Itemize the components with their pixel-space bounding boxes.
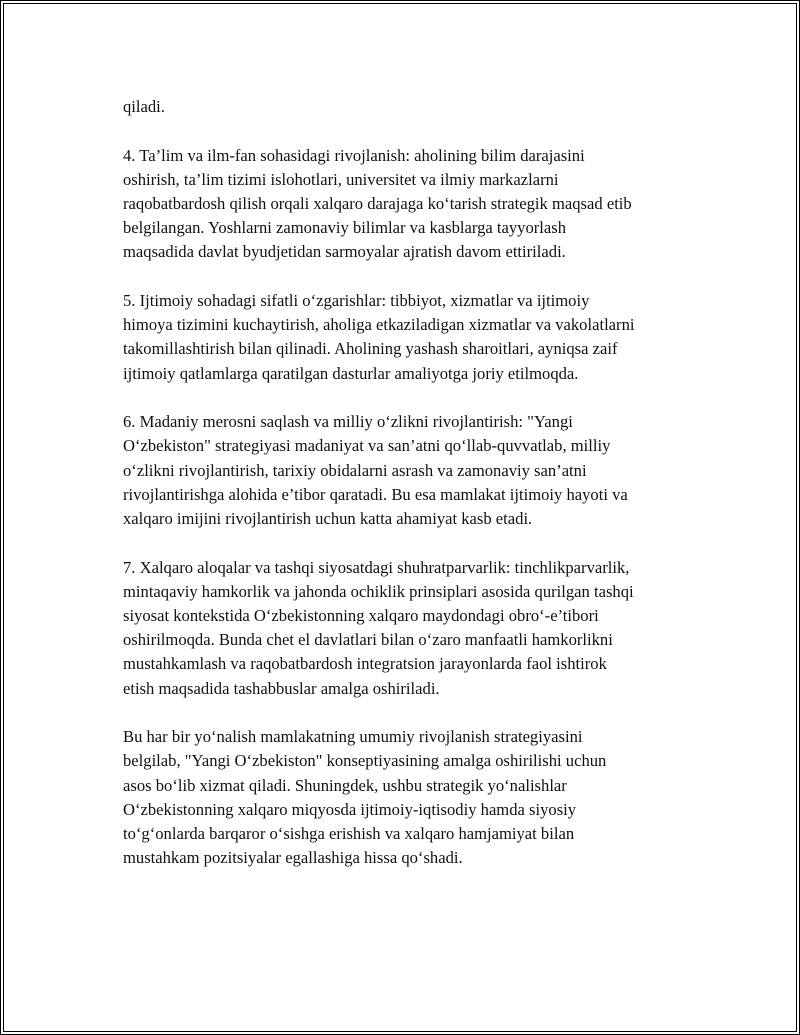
paragraph-social-sphere: 5. Ijtimoiy sohadagi sifatli o‘zgarishlar: tibbiyot, xizmatlar va ijtimoiy himoya tizimini kuchaytirish, aholiga etkaziladigan xizmatlar va vakolatlarni takomillashtirish bilan qilinadi. Aholining yashash sharoitlari, ayniqsa zaif ijtimoiy qatlamlarga qaratilgan dasturlar amaliyotga joriy etilmoqda. bbox=[123, 291, 635, 383]
paragraph-education-science: 4. Ta’lim va ilm-fan sohasidagi rivojlanish: aholining bilim darajasini oshirish, ta’lim tizimi islohotlari, universitet va ilmiy markazlarni raqobatbardosh qilish orqali xalqaro darajaga ko‘tarish strategik maqsad etib belgilangan. Yoshlarni zamonaviy bilimlar va kasblarga tayyorlash maqsadida davlat byudjetidan sarmoyalar ajratish davom ettiriladi. bbox=[123, 145, 632, 262]
paragraph-cultural-heritage: 6. Madaniy merosni saqlash va milliy o‘zlikni rivojlantirish: "Yangi O‘zbekiston" strategiyasi madaniyat va san’atni qo‘llab-quvvatlab, milliy o‘zlikni rivojlantirish, tarixiy obidalarni asrash va zamonaviy san’atni rivojlantirishga alohida e’tibor qaratadi. Bu esa mamlakat ijtimoiy hayoti va xalqaro imijini rivojlantirish uchun katta ahamiyat kasb etadi. bbox=[123, 412, 628, 529]
document-body bbox=[123, 95, 689, 895]
paragraph-conclusion: Bu har bir yo‘nalish mamlakatning umumiy rivojlanish strategiyasini belgilab, "Yangi O‘zbekiston" konseptiyasining amalga oshirilishi uchun asos bo‘lib xizmat qiladi. Shuningdek, ushbu strategik yo‘nalishlar O‘zbekistonning xalqaro miqyosda ijtimoiy-iqtisodiy hamda siyosiy to‘g‘onlarda barqaror o‘sishga erishish va xalqaro hamjamiyat bilan mustahkam pozitsiyalar egallashiga hissa qo‘shadi. bbox=[123, 727, 607, 868]
paragraph-foreign-relations: 7. Xalqaro aloqalar va tashqi siyosatdagi shuhratparvarlik: tinchlikparvarlik, mintaqaviy hamkorlik va jahonda ochiklik prinsiplari asosida qurilgan tashqi siyosat kontekstida O‘zbekistonning xalqaro maydondagi obro‘-e’tibori oshirilmoqda. Bunda chet el davlatlari bilan o‘zaro manfaatli hamkorlikni mustahkamlash va raqobatbardosh integratsion jarayonlarda faol ishtirok etish maqsadida tashabbuslar amalga oshiriladi. bbox=[123, 557, 634, 698]
paragraph-intro-continuation: qiladi. bbox=[123, 97, 165, 116]
